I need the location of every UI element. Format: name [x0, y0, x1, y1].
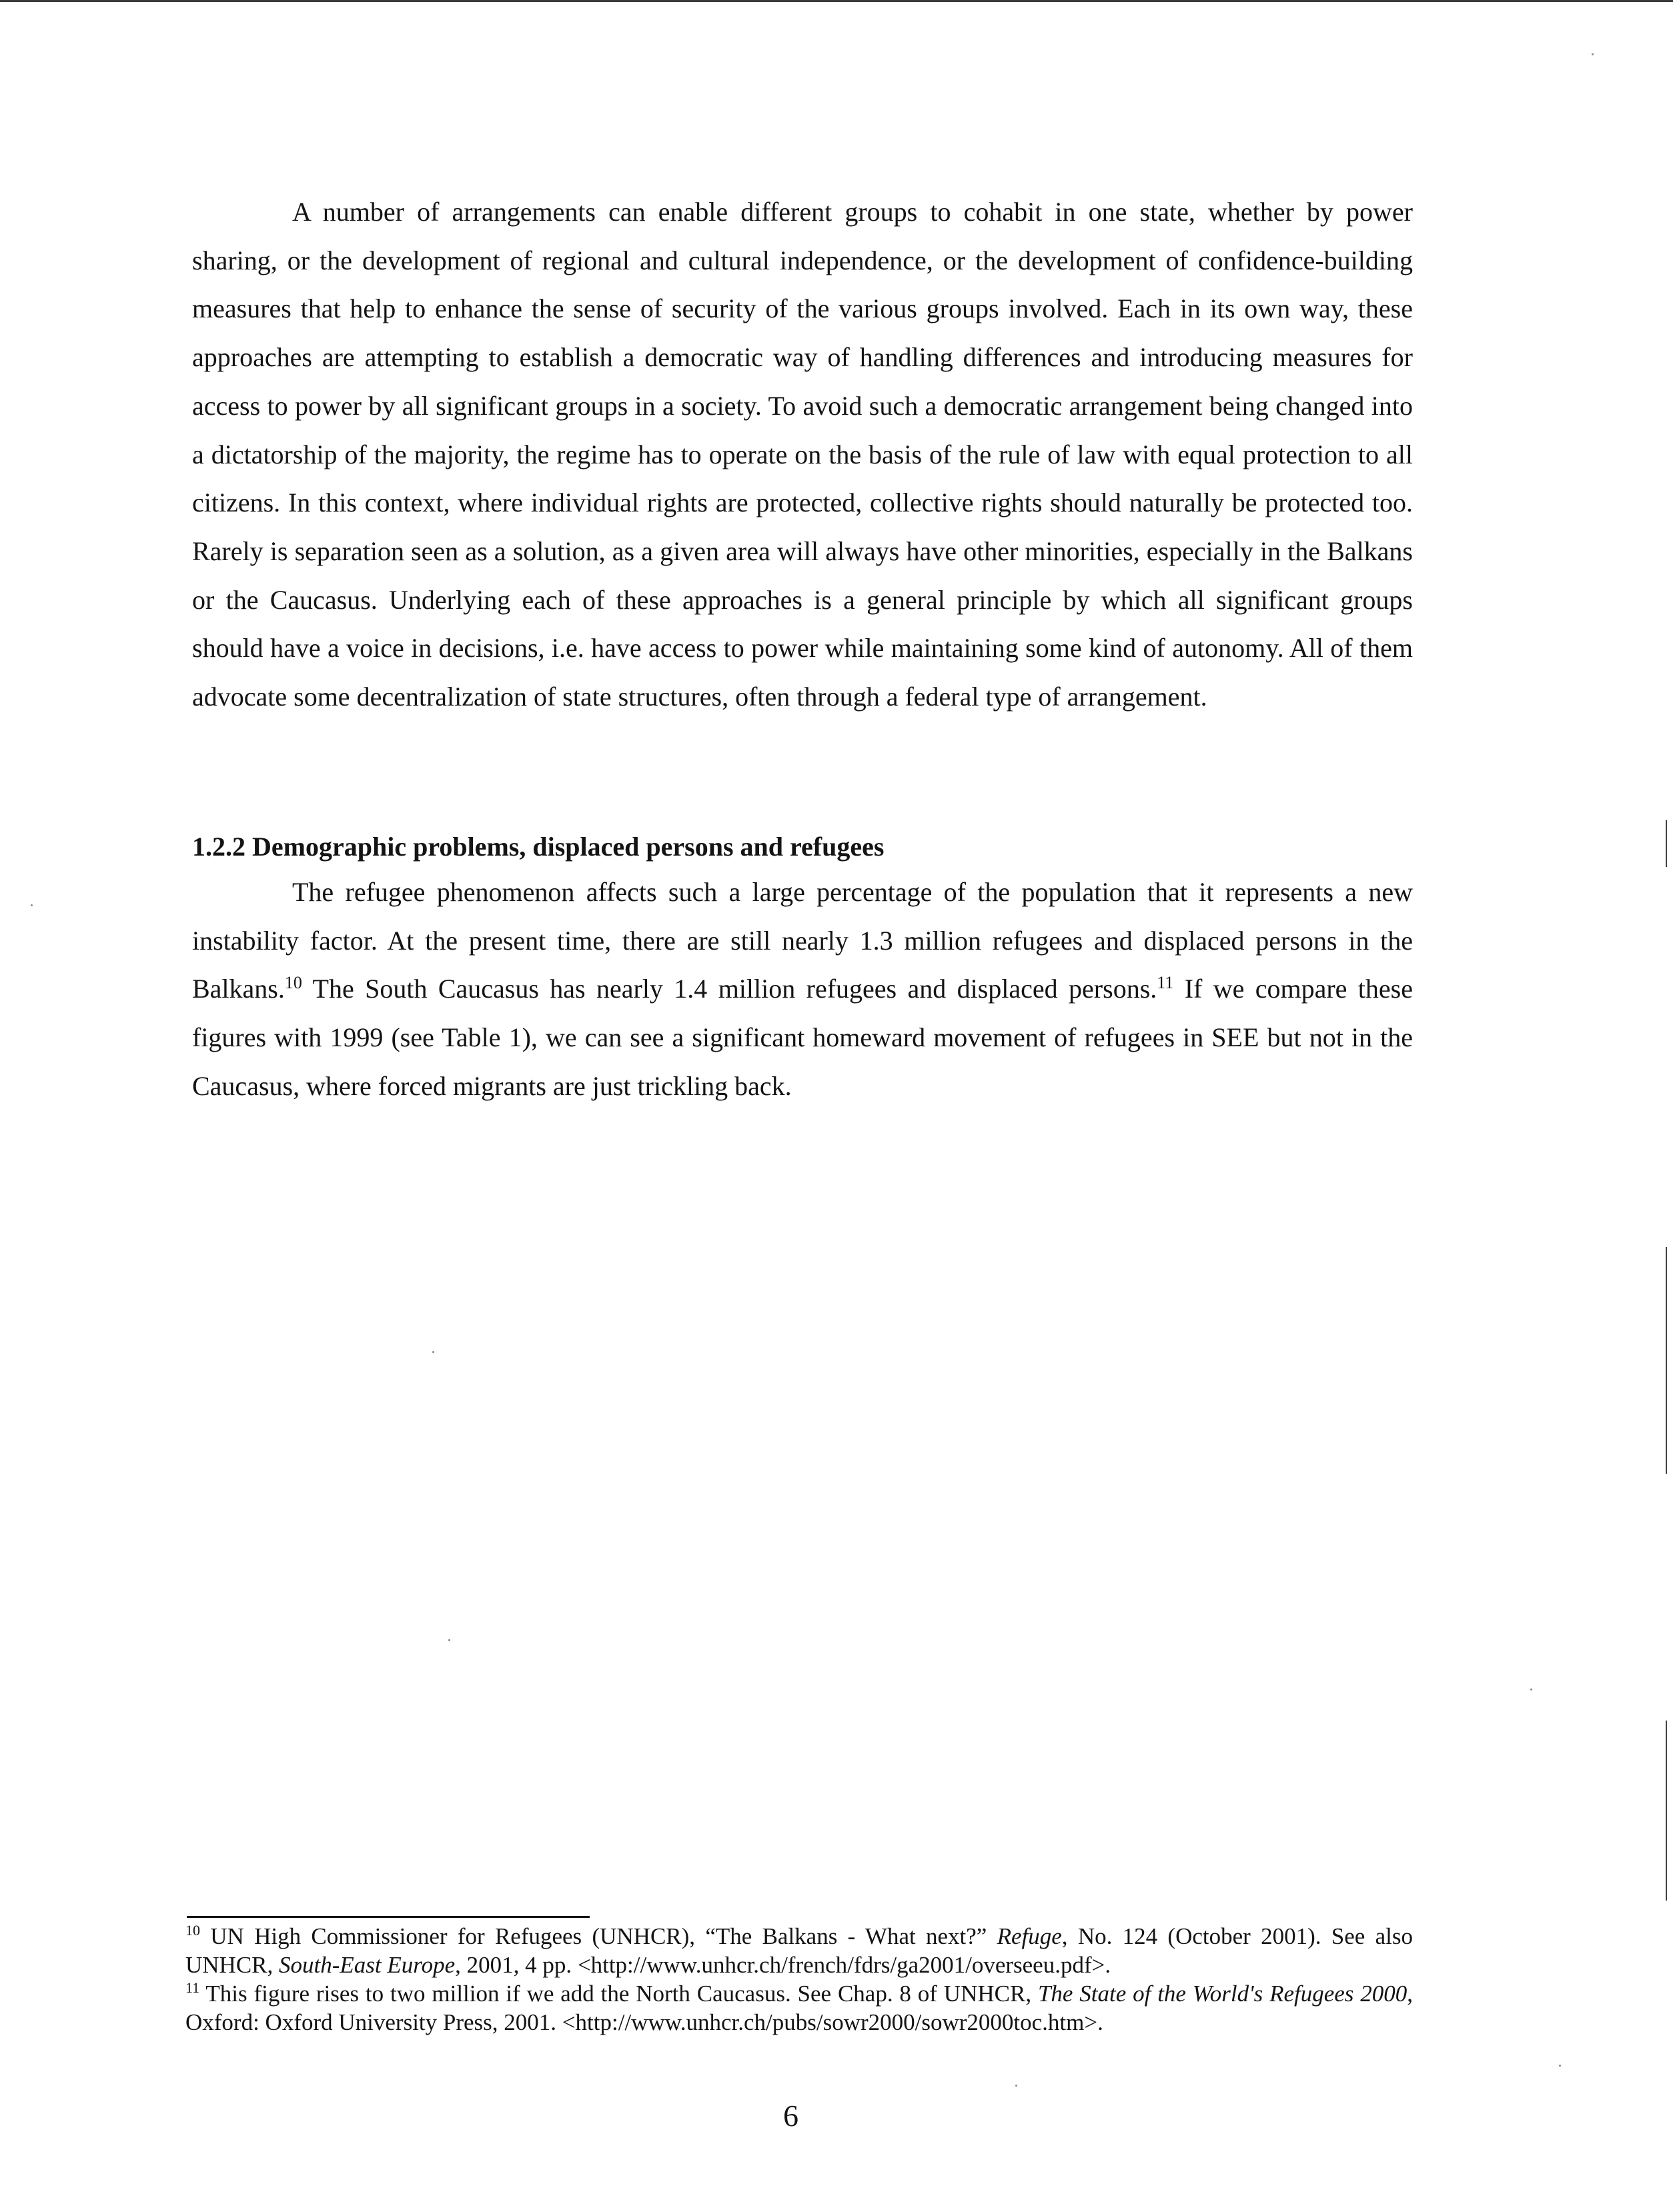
paragraph-2-text: The refugee phenomenon affects such a large percentage of the population that it represents a new instability factor. At the present time, there are still nearly 1.3 million refugees and displaced persons in the Balkans. — [192, 877, 1413, 1004]
scan-speck — [1559, 2065, 1561, 2067]
scan-speck — [31, 904, 33, 906]
section-heading: 1.2.2 Demographic problems, displaced persons and refugees — [192, 832, 885, 862]
scan-right-edge-mark — [1666, 1247, 1667, 1474]
body-paragraph-1: A number of arrangements can enable different groups to cohabit in one state, whether by power sharing, or the development of regional and cultural independence, or the development of confidence-building measures that help to enhance the sense of security of the various groups involved. Each in its own way, these approaches are attempting to establish a democratic way of handling differences and introducing measures for access to power by all significant groups in a society. To avoid such a democratic arrangement being changed into a dictatorship of the majority, the regime has to operate on the basis of the rule of law with equal protection to all citizens. In this context, where individual rights are protected, collective rights should naturally be protected too. Rarely is separation seen as a solution, as a given area will always have other minorities, especially in the Balkans or the Caucasus. Underlying each of these approaches is a general principle by which all significant groups should have a voice in decisions, i.e. have access to power while maintaining some kind of autonomy. All of them advocate some decentralization of state structures, often through a federal type of arrangement. — [192, 197, 1413, 712]
footnote-number: 10 — [185, 1922, 200, 1939]
page-number: 6 — [783, 2099, 798, 2133]
footnote-text: , 2001, 4 pp. <http://www.unhcr.ch/french/fdrs/ga2001/overseeu.pdf>. — [455, 1952, 1111, 1978]
scan-right-edge-mark — [1666, 1721, 1667, 1901]
footnote-10 — [185, 1922, 1413, 1979]
footnote-text: , Oxford: Oxford University Press, 2001. <http://www.unhcr.ch/pubs/sowr2000/sowr2000toc.htm>. — [185, 1981, 1414, 2035]
paragraph-2-text: If we compare these figures with 1999 (see Table 1), we can see a significant homeward movement of refugees in SEE but not in the Caucasus, where forced migrants are just trickling back. — [192, 974, 1413, 1101]
scan-speck — [1530, 1689, 1532, 1691]
footnote-ref-10: 10 — [284, 973, 302, 993]
scan-speck — [448, 1639, 450, 1641]
scan-right-edge-mark — [1666, 820, 1667, 867]
footnote-italic-title: The State of the World's Refugees 2000 — [1037, 1981, 1408, 2007]
footnote-text: This figure rises to two million if we add the North Caucasus. See Chap. 8 of UNHCR, — [199, 1981, 1038, 2007]
footnote-italic-title: Refuge — [997, 1923, 1062, 1949]
footnote-ref-11: 11 — [1157, 973, 1174, 993]
footnote-italic-title: South-East Europe — [279, 1952, 456, 1978]
scan-top-edge-line — [0, 0, 1673, 2]
scan-speck — [1592, 53, 1594, 55]
scan-speck — [1015, 2085, 1017, 2087]
footnote-separator-rule — [187, 1916, 590, 1918]
footnote-text: , No. 124 (October 2001). See also UNHCR, — [185, 1923, 1413, 1978]
footnote-11 — [185, 1979, 1413, 2037]
footnote-number: 11 — [185, 1979, 200, 1996]
paragraph-2-text: The South Caucasus has nearly 1.4 million refugees and displaced persons. — [302, 974, 1157, 1004]
scan-speck — [432, 1351, 434, 1353]
body-paragraph-2 — [192, 868, 1413, 1111]
footnotes-section — [185, 1922, 1413, 2037]
footnote-text: UN High Commissioner for Refugees (UNHCR), “The Balkans - What next?” — [200, 1923, 997, 1949]
